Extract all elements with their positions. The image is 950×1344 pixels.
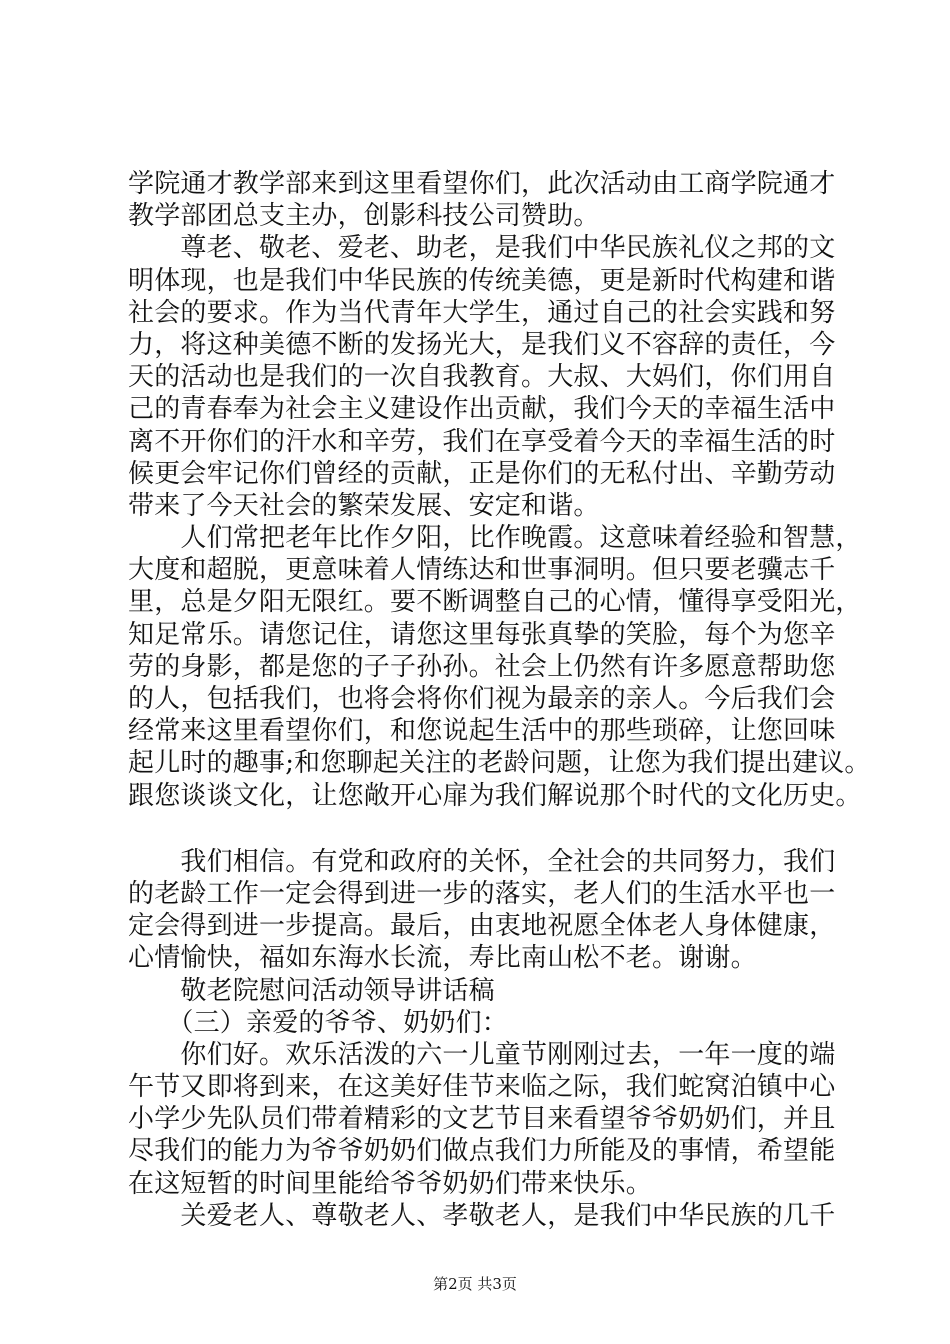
- text-line: 敬老院慰问活动领导讲话稿: [128, 975, 495, 1006]
- text-line: 关爱老人、尊敬老人、孝敬老人，是我们中华民族的几千: [128, 1200, 836, 1231]
- text-line: 小学少先队员们带着精彩的文艺节目来看望爷爷奶奶们，并且: [128, 1104, 836, 1135]
- text-line: 明体现，也是我们中华民族的传统美德，更是新时代构建和谐: [128, 265, 836, 296]
- text-line: 跟您谈谈文化，让您敞开心扉为我们解说那个时代的文化历史。: [128, 780, 862, 811]
- paragraph: [128, 846, 848, 975]
- text-line: 在这短暂的时间里能给爷爷奶奶们带来快乐。: [128, 1168, 653, 1199]
- text-line: 知足常乐。请您记住，请您这里每张真挚的笑脸，每个为您辛: [128, 619, 836, 650]
- paragraph: [128, 1200, 848, 1232]
- text-line: 己的青春奉为社会主义建设作出贡献，我们今天的幸福生活中: [128, 394, 836, 425]
- text-line: 定会得到进一步提高。最后，由衷地祝愿全体老人身体健康，: [128, 911, 836, 942]
- paragraph: [128, 1039, 848, 1200]
- text-line: 人们常把老年比作夕阳，比作晚霞。这意味着经验和智慧，: [128, 523, 862, 554]
- paragraph: [128, 975, 848, 1007]
- text-line: 经常来这里看望你们，和您说起生活中的那些琐碎，让您回味: [128, 716, 836, 747]
- paragraph: [128, 232, 848, 522]
- text-line: 里，总是夕阳无限红。要不断调整自己的心情，懂得享受阳光，: [128, 587, 862, 618]
- text-line: 离不开你们的汗水和辛劳，我们在享受着今天的幸福生活的时: [128, 426, 836, 457]
- text-line: 心情愉快，福如东海水长流，寿比南山松不老。谢谢。: [128, 943, 757, 974]
- text-line: 午节又即将到来，在这美好佳节来临之际，我们蛇窝泊镇中心: [128, 1072, 836, 1103]
- page-footer: 第2页 共3页: [433, 1275, 517, 1293]
- text-line: 尽我们的能力为爷爷奶奶们做点我们力所能及的事情，希望能: [128, 1136, 836, 1167]
- text-line: 劳的身影，都是您的子子孙孙。社会上仍然有许多愿意帮助您: [128, 651, 836, 682]
- text-line: 社会的要求。作为当代青年大学生，通过自己的社会实践和努: [128, 297, 836, 328]
- text-line: （三）亲爱的爷爷、奶奶们：: [128, 1007, 509, 1038]
- paragraph: [128, 1007, 848, 1039]
- text-line: 尊老、敬老、爱老、助老，是我们中华民族礼仪之邦的文: [128, 233, 836, 264]
- paragraph-spacer: [128, 812, 848, 846]
- text-line: 的人，包括我们，也将会将你们视为最亲的亲人。今后我们会: [128, 684, 836, 714]
- text-line: 带来了今天社会的繁荣发展、安定和谐。: [128, 490, 600, 521]
- text-line: 教学部团总支主办，创影科技公司赞助。: [128, 201, 600, 232]
- text-line: 候更会牢记你们曾经的贡献，正是你们的无私付出、辛勤劳动: [128, 458, 836, 489]
- text-line: 我们相信。有党和政府的关怀，全社会的共同努力，我们: [128, 846, 836, 877]
- text-line: 的老龄工作一定会得到进一步的落实，老人们的生活水平也一: [128, 878, 836, 909]
- paragraph: [128, 168, 848, 232]
- text-line: 天的活动也是我们的一次自我教育。大叔、大妈们，你们用自: [128, 362, 836, 393]
- paragraph: [128, 522, 871, 812]
- text-line: 起儿时的趣事;和您聊起关注的老龄问题，让您为我们提出建议。: [128, 748, 871, 779]
- text-line: 你们好。欢乐活泼的六一儿童节刚刚过去，一年一度的端: [128, 1039, 836, 1070]
- text-line: 力，将这种美德不断的发扬光大，是我们义不容辞的责任，今: [128, 329, 836, 360]
- text-line: 学院通才教学部来到这里看望你们，此次活动由工商学院通才: [128, 169, 836, 199]
- text-line: 大度和超脱，更意味着人情练达和世事洞明。但只要老骥志千: [128, 555, 836, 586]
- document-body: [128, 168, 871, 1232]
